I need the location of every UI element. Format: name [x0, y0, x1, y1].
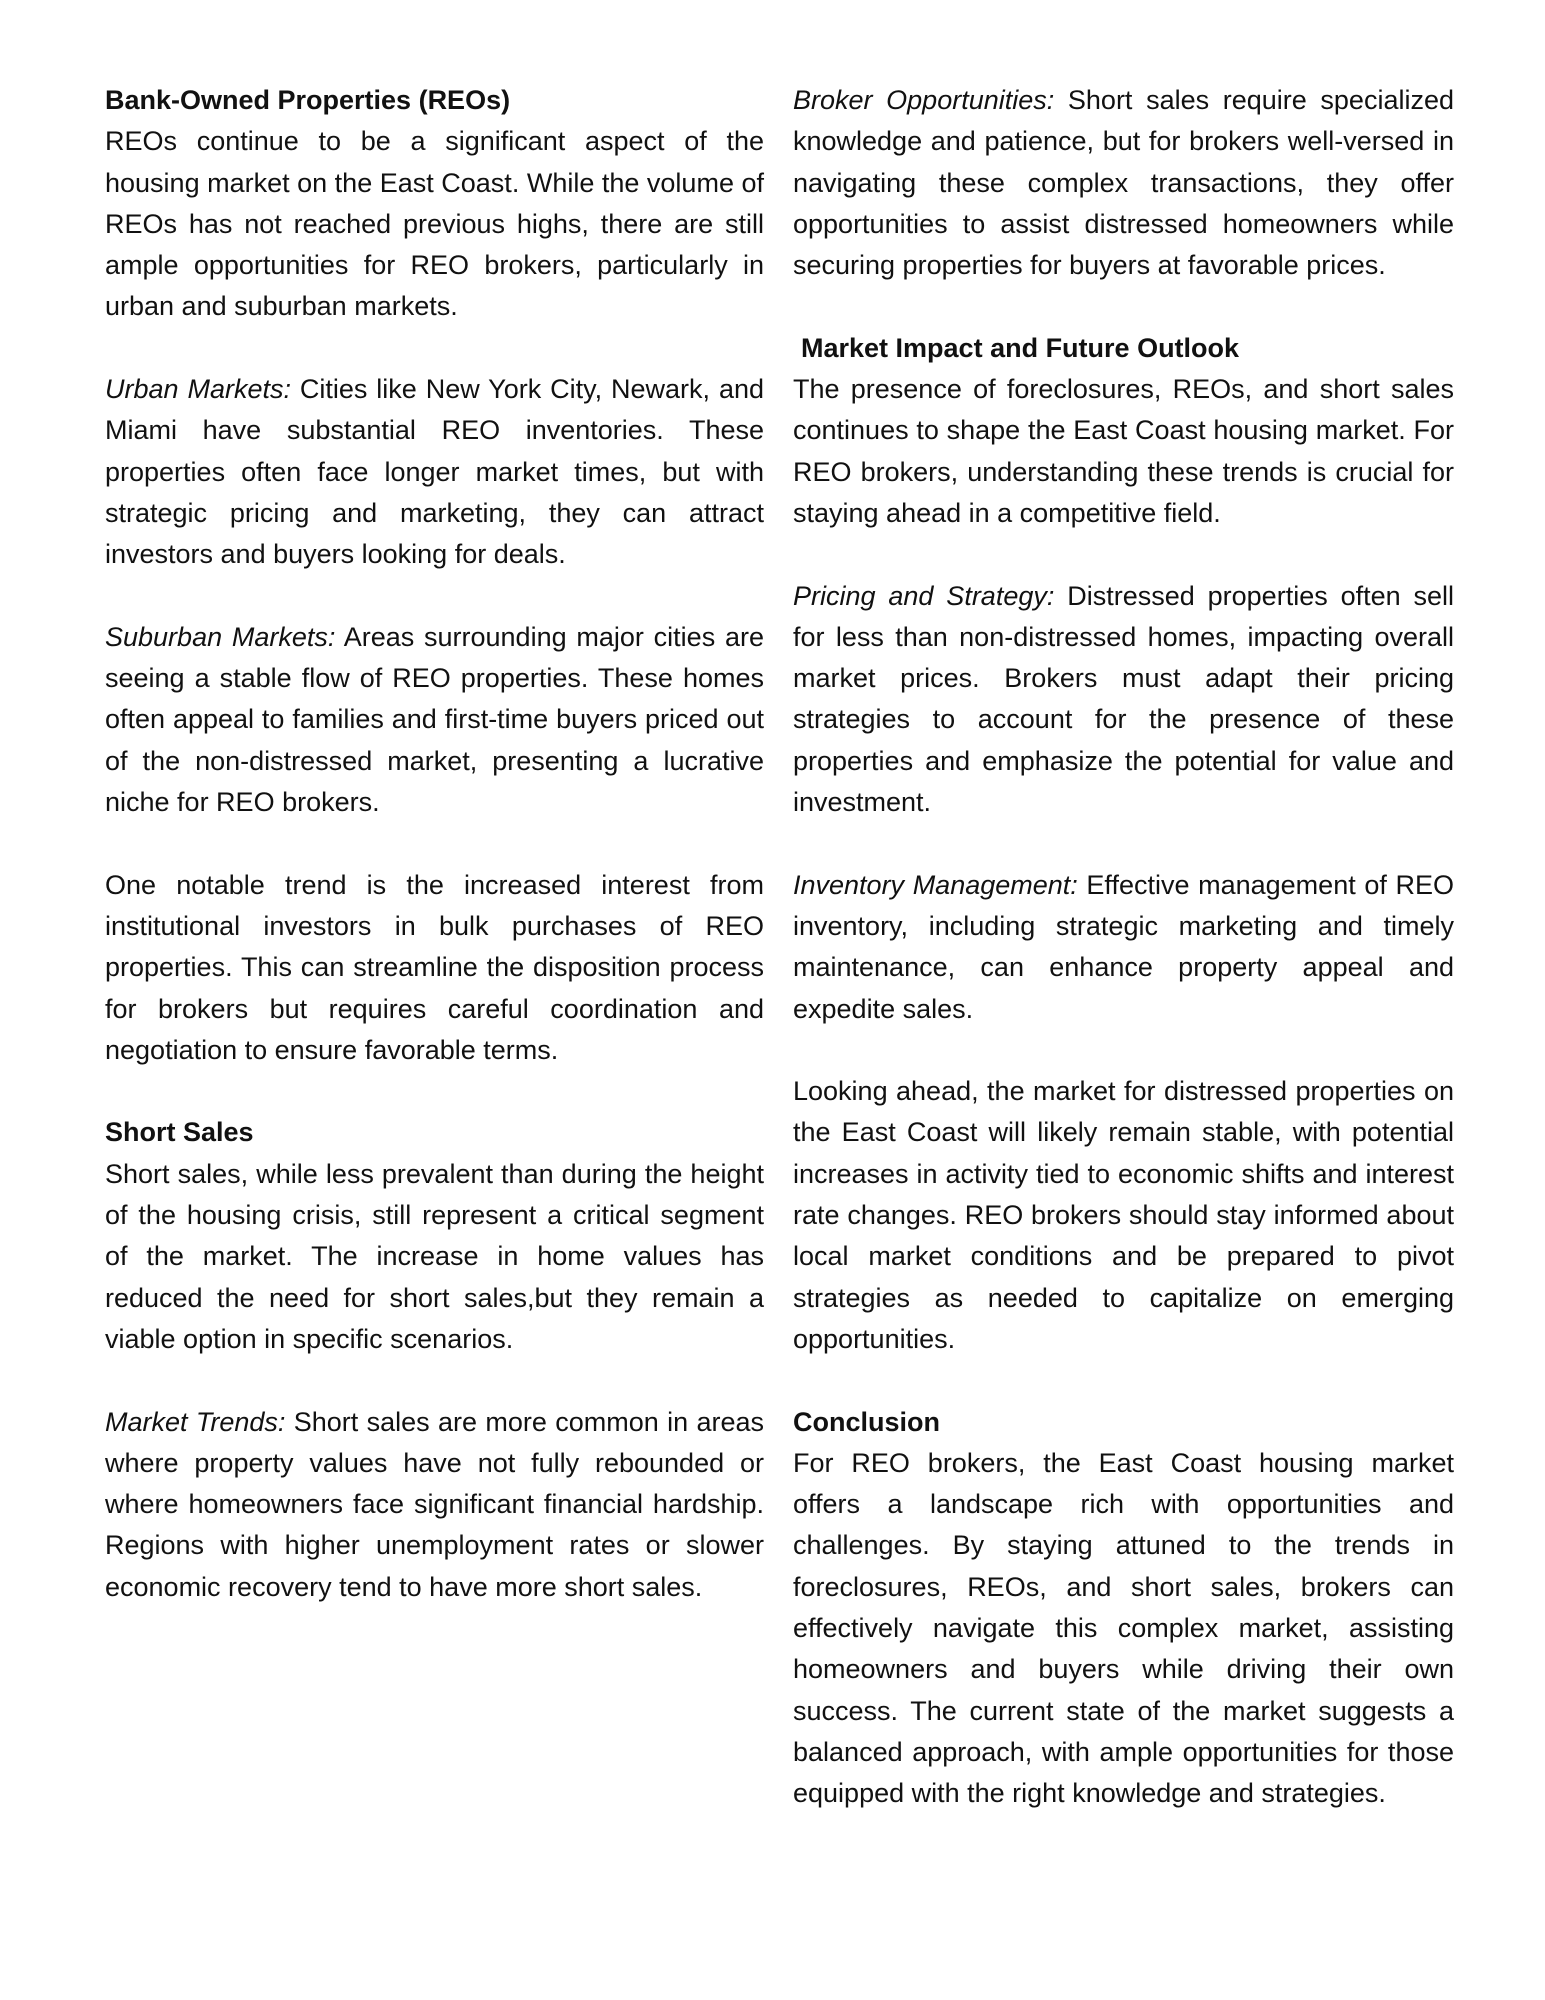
- reo-section: [105, 80, 764, 328]
- paragraph-text: Short sales require specialized knowledge and patience, but for brokers well-versed in navigating these complex transactions, they offer opportunities to assist distressed homeowners while securing properties for buyers at favorable prices.: [793, 85, 1454, 281]
- paragraph: The presence of foreclosures, REOs, and short sales continues to shape the East Coast housing market. For REO brokers, understanding these trends is crucial for staying ahead in a competitive field.: [793, 374, 1454, 528]
- lead-in: Inventory Management:: [793, 869, 1078, 900]
- paragraph: [105, 369, 764, 575]
- paragraph: [793, 576, 1454, 824]
- paragraph-text: Cities like New York City, Newark, and Miami have substantial REO inventories. These properties often face longer market times, but with strategic pricing and marketing, they can attract investors and buyers looking for deals.: [105, 374, 764, 570]
- paragraph: [793, 865, 1454, 1030]
- lead-in: Pricing and Strategy:: [793, 580, 1055, 611]
- lead-in: Broker Opportunities:: [793, 85, 1055, 115]
- short-sales-section: [105, 1112, 764, 1360]
- section-heading: Short Sales: [105, 1117, 254, 1148]
- conclusion-section: [793, 1402, 1454, 1815]
- paragraph-text: Distressed properties often sell for less than non-distressed homes, impacting overall market prices. Brokers must adapt their pricing strategies to account for the presence of these properties and emphasize the potential for value and investment.: [793, 580, 1455, 818]
- lead-in: Market Trends:: [105, 1406, 286, 1437]
- section-heading: Conclusion: [793, 1406, 940, 1437]
- right-column: [793, 80, 1454, 1856]
- paragraph: [105, 1402, 764, 1608]
- paragraph: [105, 617, 764, 823]
- paragraph: Looking ahead, the market for distressed properties on the East Coast will likely remain stable, with potential increases in activity tied to economic shifts and interest rate changes. REO brokers should stay informed about local market conditions and be prepared to pivot strategies as needed to capitalize on emerging opportunities.: [793, 1076, 1454, 1354]
- paragraph: [793, 80, 1454, 286]
- impact-section: [793, 328, 1454, 534]
- section-heading: Bank-Owned Properties (REOs): [105, 85, 511, 115]
- lead-in: Suburban Markets:: [105, 621, 336, 652]
- paragraph: For REO brokers, the East Coast housing market offers a landscape rich with opportunities and challenges. By staying attuned to the trends in foreclosures, REOs, and short sales, brokers can effectively navigate this complex market, assisting homeowners and buyers while driving their own success. The current state of the market suggests a balanced approach, with ample opportunities for those equipped with the right knowledge and strategies.: [793, 1447, 1454, 1809]
- paragraph-text: Effective management of REO inventory, including strategic marketing and timely maintenance, can enhance property appeal and expedite sales.: [793, 869, 1454, 1024]
- paragraph: One notable trend is the increased interest from institutional investors in bulk purchases of REO properties. This can streamline the disposition process for brokers but requires careful coordination and negotiation to ensure favorable terms.: [105, 869, 764, 1065]
- paragraph: REOs continue to be a significant aspect of the housing market on the East Coast. While the volume of REOs has not reached previous highs, there are still ample opportunities for REO brokers, particularly in urban and suburban markets.: [105, 126, 764, 322]
- paragraph: Short sales, while less prevalent than during the height of the housing crisis, still represent a critical segment of the market. The increase in home values has reduced the need for short sales,but they remain a viable option in specific scenarios.: [105, 1158, 764, 1354]
- section-heading: Market Impact and Future Outlook: [801, 332, 1240, 363]
- lead-in: Urban Markets:: [105, 374, 291, 405]
- paragraph-text: Areas surrounding major cities are seeing a stable flow of REO properties. These homes often appeal to families and first-time buyers priced out of the non-distressed market, presenting a lucrative niche for REO brokers.: [105, 621, 764, 818]
- paragraph-text: Short sales are more common in areas where property values have not fully rebounded or where homeowners face significant financial hardship. Regions with higher unemployment rates or slower economic recovery tend to have more short sales.: [105, 1406, 764, 1602]
- left-column: [105, 80, 764, 1649]
